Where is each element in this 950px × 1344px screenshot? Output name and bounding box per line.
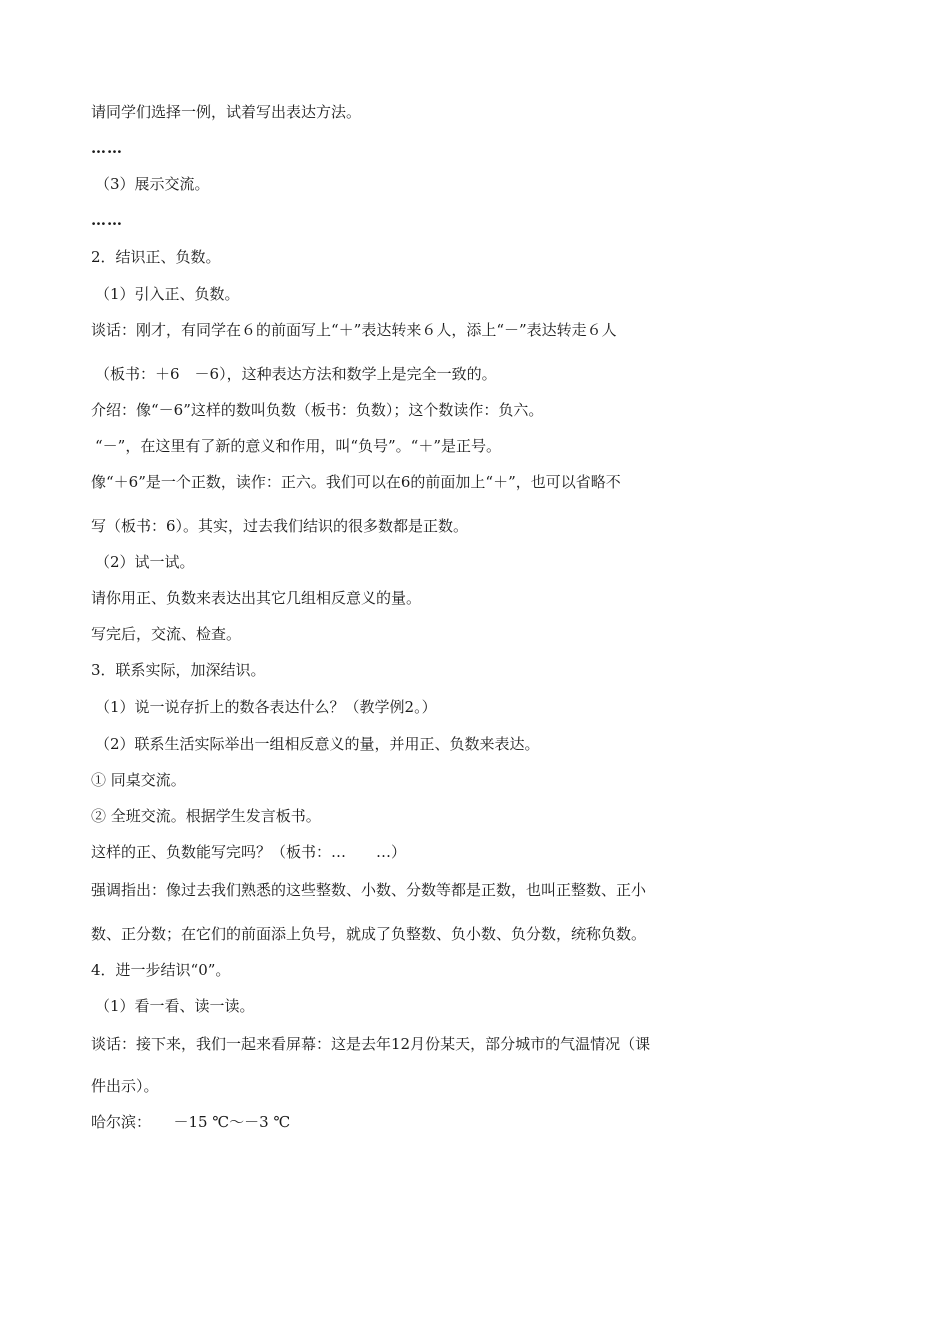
subsection-heading: （1）看一看、读一读。 [95, 997, 255, 1015]
paragraph: 数、正分数；在它们的前面添上负号，就成了负整数、负小数、负分数，统称负数。 [91, 925, 647, 943]
temperature-line: 哈尔滨： －15 ℃～－3 ℃ [91, 1113, 291, 1131]
paragraph: 谈话：接下来，我们一起来看屏幕：这是去年12月份某天，部分城市的气温情况（课 [91, 1035, 651, 1053]
paragraph: 写完后，交流、检查。 [91, 625, 242, 643]
subsection-heading: （2）试一试。 [95, 553, 195, 571]
paragraph: 介绍：像“－6”这样的数叫负数（板书：负数）；这个数读作：负六。 [91, 401, 544, 419]
paragraph: 像“＋6”是一个正数，读作：正六。我们可以在6的前面加上“＋”，也可以省略不 [91, 473, 621, 491]
paragraph: 件出示）。 [91, 1077, 159, 1095]
paragraph: 这样的正、负数能写完吗？（板书：… …） [91, 843, 407, 861]
list-item: ② 全班交流。根据学生发言板书。 [91, 807, 321, 825]
paragraph: 强调指出：像过去我们熟悉的这些整数、小数、分数等都是正数，也叫正整数、正小 [91, 881, 647, 899]
subsection-heading: （1）引入正、负数。 [95, 285, 240, 303]
section-heading: 2．结识正、负数。 [91, 248, 221, 266]
section-heading: 3．联系实际，加深结识。 [91, 661, 266, 679]
ellipsis: …… [91, 139, 123, 157]
paragraph: （板书：＋6 －6），这种表达方法和数学上是完全一致的。 [95, 365, 497, 383]
paragraph: 谈话：刚才，有同学在６的前面写上“＋”表达转来６人，添上“－”表达转走６人 [91, 321, 617, 339]
paragraph: 请你用正、负数来表达出其它几组相反意义的量。 [91, 589, 422, 607]
paragraph: “－”，在这里有了新的意义和作用，叫“负号”。“＋”是正号。 [95, 437, 502, 455]
subsection-heading: （1）说一说存折上的数各表达什么？（教学例2。） [95, 698, 437, 716]
subsection-heading: （2）联系生活实际举出一组相反意义的量，并用正、负数来表达。 [95, 735, 540, 753]
ellipsis: …… [91, 211, 123, 229]
paragraph: 写（板书：6）。其实，过去我们结识的很多数都是正数。 [91, 517, 469, 535]
list-item: ① 同桌交流。 [91, 771, 186, 789]
paragraph: （3）展示交流。 [95, 175, 210, 193]
paragraph: 请同学们选择一例，试着写出表达方法。 [91, 103, 362, 121]
section-heading: 4．进一步结识“0”。 [91, 961, 231, 979]
